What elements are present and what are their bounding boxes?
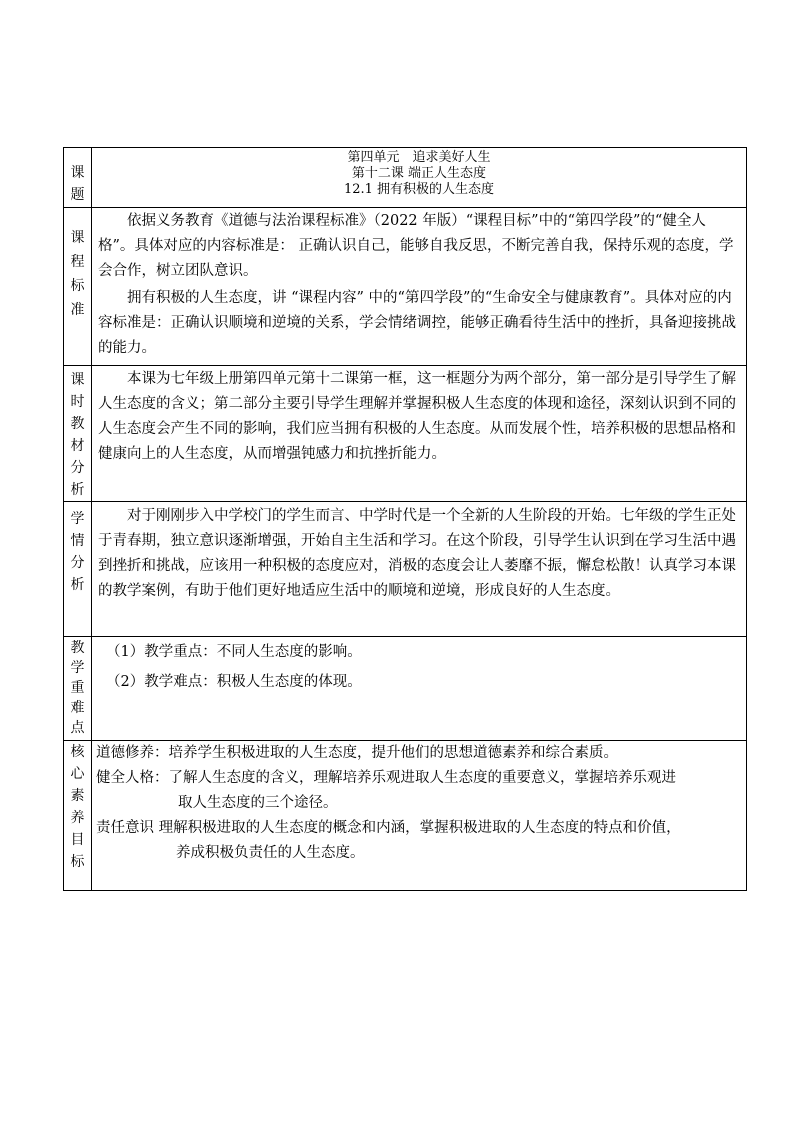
label-char: 素 (70, 788, 85, 804)
label-standard (64, 208, 92, 366)
keypoints-cell (92, 637, 747, 741)
label-char: 标 (70, 854, 85, 870)
label-char: 分 (70, 555, 85, 571)
difficult-point: （2）教学难点：积极人生态度的体现。 (106, 674, 362, 690)
row-standard (64, 208, 747, 366)
label-char: 标 (70, 278, 85, 294)
goal-responsibility (96, 816, 740, 866)
label-char: 目 (70, 832, 85, 848)
label-char: 析 (70, 482, 85, 498)
goal-moral: 道德修养：培养学生积极进取的人生态度，提升他们的思想道德素养和综合素质。 (96, 745, 618, 761)
analysis-cell (92, 366, 747, 502)
label-char: 析 (70, 577, 85, 593)
title-cell (92, 148, 747, 208)
label-char: 程 (70, 254, 85, 270)
goal-personality (96, 766, 740, 816)
label-analysis (64, 366, 92, 502)
label-char: 课 (70, 372, 85, 388)
label-char: 教 (70, 416, 85, 432)
label-char: 情 (70, 533, 85, 549)
label-char: 材 (70, 438, 85, 454)
competency-cell (92, 741, 747, 891)
goal-personality-text: 健全人格：了解人生态度的含义，理解培养乐观进取人生态度的重要意义，掌握培养乐观进 (96, 770, 676, 786)
learners-paragraph: 对于刚刚步入中学校门的学生而言、中学时代是一个全新的人生阶段的开始。七年级的学生正处于青春期，独立意识逐渐增强，开始自主生活和学习。在这个阶段，引导学生认识到在学习生活中遇到挫折和挑战，应该用一种积极的态度应对，消极的态度会让人萎靡不振，懈怠松散！认真学习本课的教学案例，有助于他们更好地适应生活中的顺境和逆境，形成良好的人生态度。 (98, 508, 736, 599)
goal-responsibility-text: 责任意识 理解积极进取的人生态度的概念和内涵，掌握积极进取的人生态度的特点和价值， (96, 820, 681, 836)
goal-responsibility-continued: 养成积极负责任的人生态度。 (176, 845, 365, 861)
label-char: 难 (70, 700, 85, 716)
label-char: 心 (70, 766, 85, 782)
lesson-title: 第十二课 端正人生态度 (351, 166, 487, 181)
label-learners (64, 502, 92, 637)
row-title (64, 148, 747, 208)
label-char: 分 (70, 460, 85, 476)
row-competency (64, 741, 747, 891)
learners-cell (92, 502, 747, 637)
analysis-paragraph: 本课为七年级上册第四单元第十二课第一框，这一框题分为两个部分，第一部分是引导学生了解人生态度的含义；第二部分主要引导学生理解并掌握积极人生态度的体现和途径，深刻认识到不同的人生态度会产生不同的影响，我们应当拥有积极的人生态度。从而发展个性，培养积极的思想品格和健康向上的人生态度，从而增强钝感力和抗挫折能力。 (98, 371, 736, 462)
label-char: 课 (70, 230, 85, 246)
goal-personality-continued: 取人生态度的三个途径。 (178, 795, 338, 811)
label-char: 题 (70, 187, 85, 203)
label-char: 教 (70, 640, 85, 656)
unit-title: 第四单元 追求美好人生 (347, 150, 491, 165)
label-char: 学 (70, 511, 85, 527)
label-char: 课 (70, 165, 85, 181)
label-char: 时 (70, 394, 85, 410)
row-keypoints (64, 637, 747, 741)
section-title: 12.1 拥有积极的人生态度 (343, 182, 495, 197)
label-competency (64, 741, 92, 891)
lesson-plan-table (63, 147, 747, 891)
row-analysis (64, 366, 747, 502)
label-char: 学 (70, 660, 85, 676)
standard-cell (92, 208, 747, 366)
label-char: 重 (70, 680, 85, 696)
label-title (64, 148, 92, 208)
label-char: 准 (70, 302, 85, 318)
row-learners (64, 502, 747, 637)
label-char: 养 (70, 810, 85, 826)
label-char: 核 (70, 744, 85, 760)
standard-paragraph-1: 依据义务教育《道德与法治课程标准》（2022 年版）“课程目标”中的“第四学段”的“健全人格”。具体对应的内容标准是： 正确认识自己，能够自我反思，不断完善自我，保持乐观的态度，学会合作，树立团队意识。 (98, 213, 734, 279)
label-char: 点 (70, 720, 85, 736)
key-point: （1）教学重点：不同人生态度的影响。 (106, 644, 362, 660)
label-keypoints (64, 637, 92, 741)
standard-paragraph-2: 拥有积极的人生态度，讲 “课程内容” 中的“第四学段”的“生命安全与健康教育”。具体对应的内容标准是：正确认识顺境和逆境的关系，学会情绪调控，能够正确看待生活中的挫折，具备迎接挑战的能力。 (98, 290, 736, 356)
